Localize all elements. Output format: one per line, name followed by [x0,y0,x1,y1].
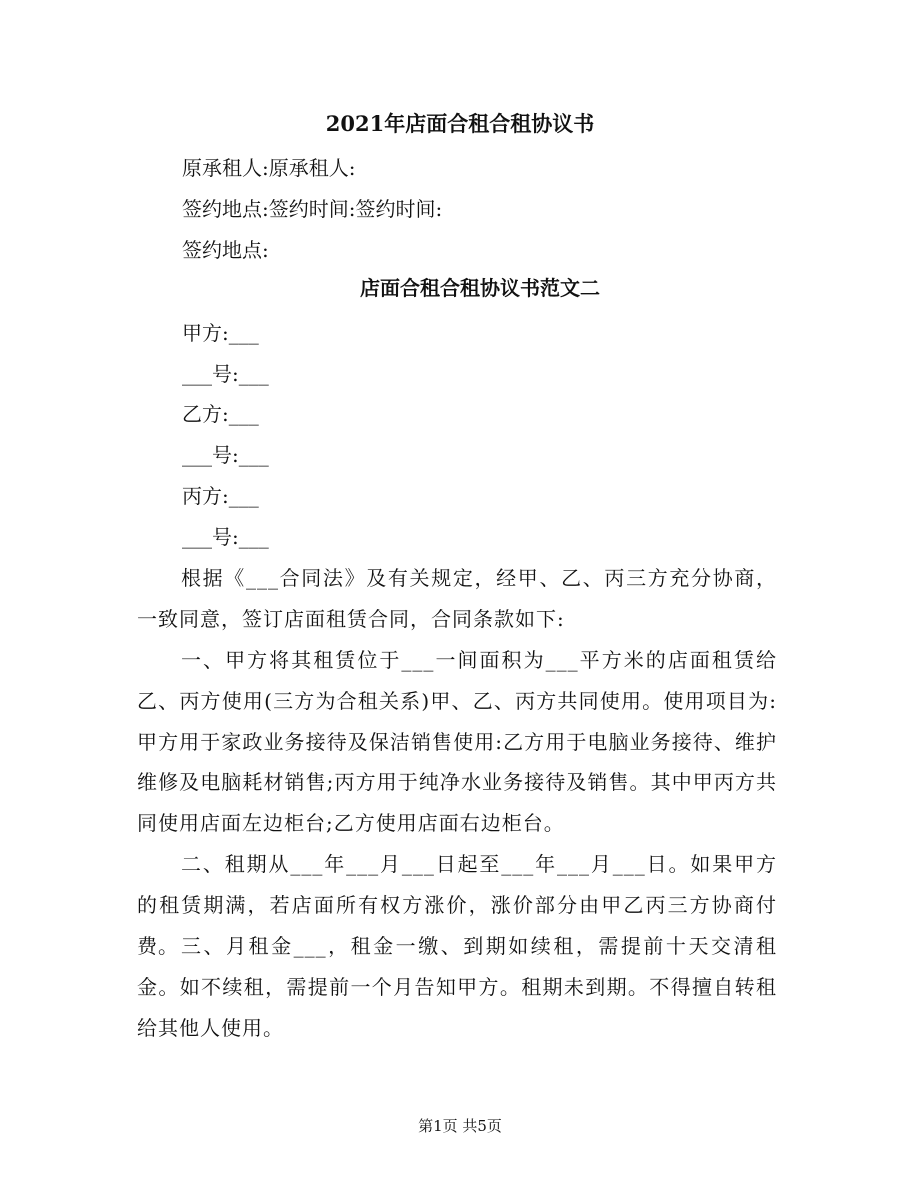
party-line-c-number: ___号:___ [182,525,269,549]
party-line-a-number: ___号:___ [182,362,269,386]
document-title: 2021年店面合租合租协议书 [325,111,595,136]
header-line-signing-place-time: 签约地点:签约时间:签约时间: [182,197,443,221]
paragraph-preamble: 根据《___合同法》及有关规定，经甲、乙、丙三方充分协商，一致同意，签订店面租赁合同，合同条款如下: [137,566,777,631]
party-line-b-number: ___号:___ [182,443,269,467]
paragraph-clause-2: 二、租期从___年___月___日起至___年___月___日。如果甲方的租赁期满，若店面所有权方涨价，涨价部分由甲乙丙三方协商付费。 [137,852,777,958]
page-indicator: 第1页 共5页 [418,1117,502,1135]
party-line-b: 乙方:___ [182,402,259,426]
document-subtitle: 店面合租合租协议书范文二 [360,276,600,300]
header-line-signing-place: 签约地点: [182,238,269,262]
party-line-a: 甲方:___ [182,321,259,345]
paragraph-clause-3: 三、月租金___，租金一缴、到期如续租，需提前十天交清租金。如不续租，需提前一个月告知甲方。租期未到期。不得擅自转租给其他人使用。 [137,934,777,1040]
party-line-c: 丙方:___ [182,484,259,508]
paragraph-clause-1: 一、甲方将其租赁位于___一间面积为___平方米的店面租赁给乙、丙方使用(三方为合租关系)甲、乙、丙方共同使用。使用项目为:甲方用于家政业务接待及保洁销售使用:乙方用于电脑业务接待、维护维修及电脑耗材销售;丙方用于纯净水业务接待及销售。其中甲丙方共同使用店面左边柜台;乙方使用店面右边柜台。 [137,648,777,836]
header-line-original-lessee: 原承租人:原承租人: [182,156,356,180]
